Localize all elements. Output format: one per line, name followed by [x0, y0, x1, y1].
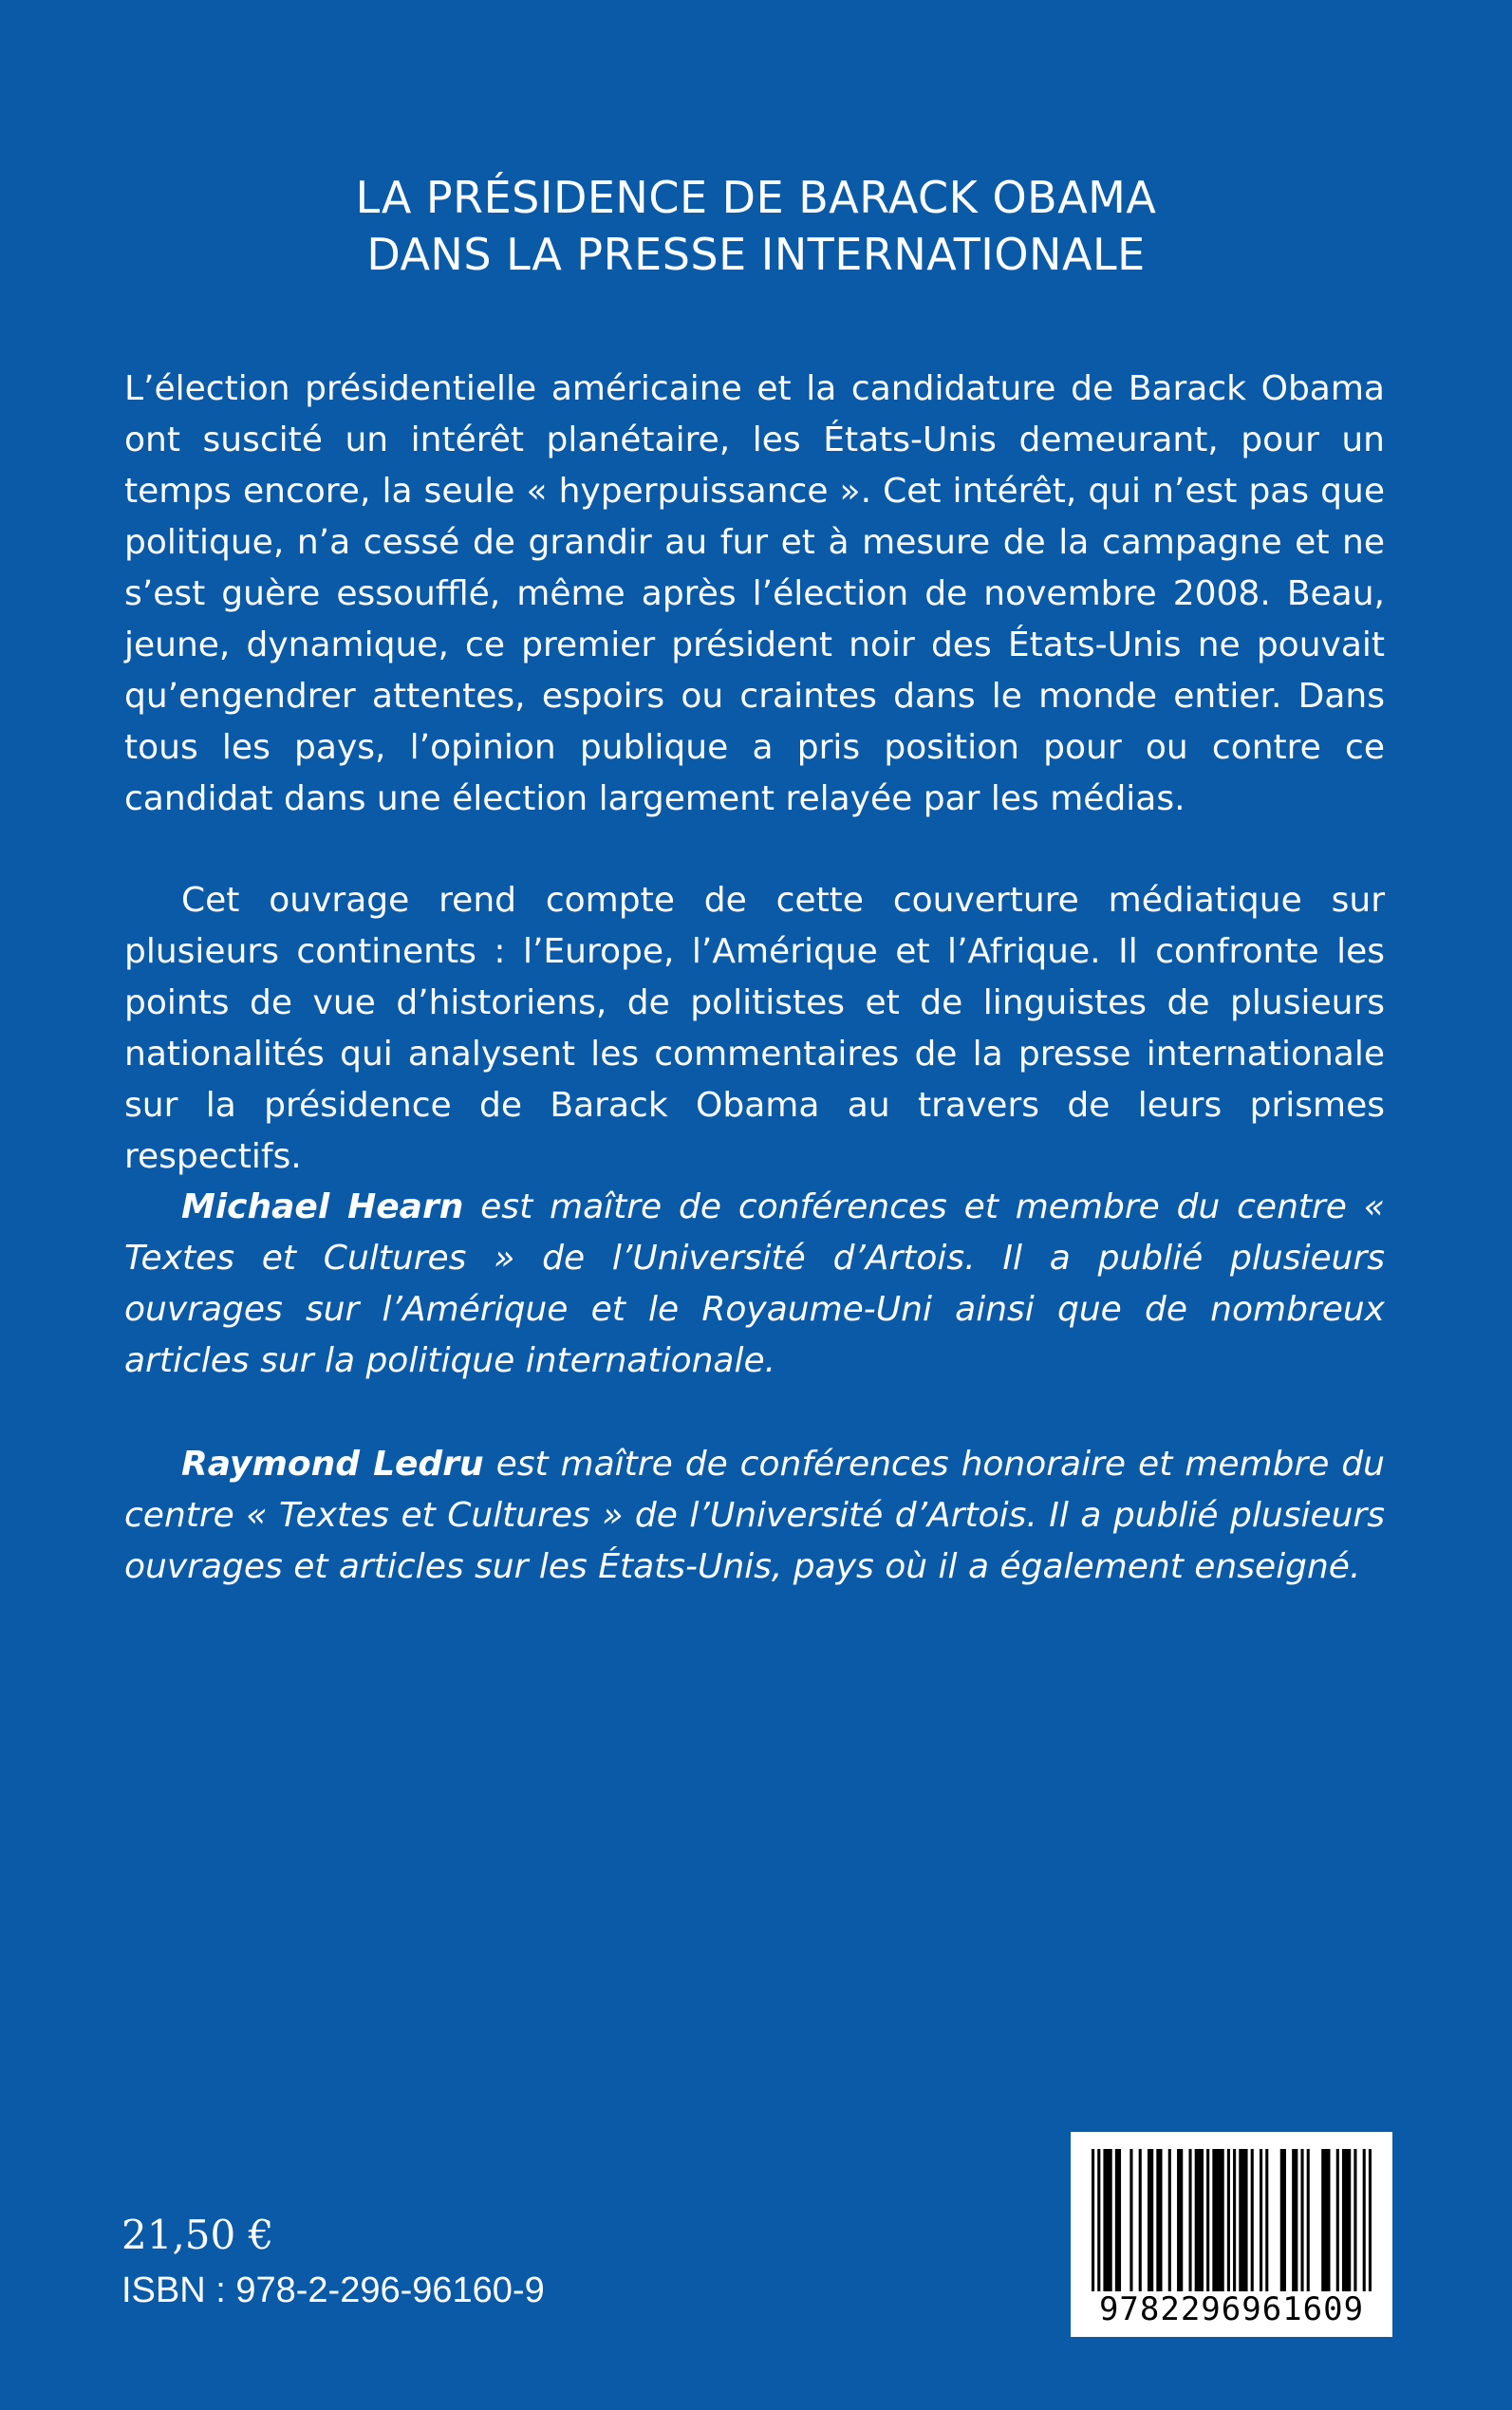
author-bio-1: [124, 1182, 1385, 1387]
barcode-bar: [1227, 2149, 1230, 2291]
author-bio-2: [124, 1439, 1385, 1593]
summary-paragraph-1: L’élection présidentielle américaine et la candidature de Barack Obama ont suscité un intérêt planétaire, les États-Unis demeurant, pour un temps encore, la seule « hyperpuissance ». Cet intérêt, qui n’est pas que politique, n’a cessé de grandir au fur et à mesure de la campagne et ne s’est guère essoufflé, même après l’élection de novembre 2008. Beau, jeune, dynamique, ce premier président noir des États-Unis ne pouvait qu’engendrer attentes, espoirs ou craintes dans le monde entier. Dans tous les pays, l’opinion publique a pris position pour ou contre ce candidat dans une élection largement relayée par les médias.: [124, 369, 1385, 818]
barcode-bar: [1233, 2149, 1236, 2291]
barcode-bar: [1342, 2149, 1351, 2291]
barcode-bar: [1195, 2149, 1204, 2291]
author-bio-text-1: est maître de conférences et membre du centre « Textes et Cultures » de l’Université d’Artois. Il a publié plusieurs ouvrages sur l’Amérique et le Royaume-Uni ainsi que de nombreux articles sur la politique internationale.: [124, 1187, 1385, 1380]
barcode-bar: [1265, 2149, 1268, 2291]
author-name-2: Raymond Ledru: [181, 1445, 484, 1484]
book-title-line-1: LA PRÉSIDENCE DE BARACK OBAMA: [355, 172, 1157, 223]
barcode-bar: [1363, 2149, 1366, 2291]
barcode-bar: [1177, 2149, 1183, 2291]
barcode-bar: [1168, 2149, 1171, 2291]
barcode-bar: [1369, 2149, 1372, 2291]
price: 21,50 €: [121, 2212, 274, 2258]
barcode-bar: [1300, 2149, 1303, 2291]
barcode-bar: [1239, 2149, 1247, 2291]
barcode-bar: [1212, 2149, 1223, 2291]
summary-paragraph-2: Cet ouvrage rend compte de cette couverture médiatique sur plusieurs continents : l’Europe, l’Amérique et l’Afrique. Il confronte les points de vue d’historiens, de politistes et de linguistes de plusieurs nationalités qui analysent les commentaires de la presse internationale sur la présidence de Barack Obama au travers de leurs prismes respectifs.: [124, 881, 1385, 1176]
barcode-digits: 9782296961609: [1098, 2290, 1365, 2328]
barcode-bar: [1097, 2149, 1100, 2291]
barcode-bar: [1336, 2149, 1339, 2291]
barcode-bar: [1129, 2149, 1132, 2291]
barcode-bar: [1251, 2149, 1254, 2291]
barcode-bar: [1103, 2149, 1111, 2291]
book-title: [0, 169, 1512, 283]
barcode-bars-graphic: [1092, 2149, 1372, 2291]
barcode-bar: [1092, 2149, 1094, 2291]
barcode-bar: [1156, 2149, 1162, 2291]
barcode-bar: [1115, 2149, 1121, 2291]
barcode-bar: [1260, 2149, 1262, 2291]
barcode-bar: [1321, 2149, 1330, 2291]
barcode-bar: [1139, 2149, 1142, 2291]
barcode-bar: [1307, 2149, 1310, 2291]
author-bio-text-2: est maître de conférences honoraire et membre du centre « Textes et Cultures » de l’Université d’Artois. Il a publié plusieurs ouvrages et articles sur les États-Unis, pays où il a également enseigné.: [124, 1445, 1385, 1586]
author-name-1: Michael Hearn: [181, 1187, 464, 1226]
barcode-bar: [1206, 2149, 1209, 2291]
barcode: [1071, 2132, 1392, 2337]
barcode-bar: [1292, 2149, 1297, 2291]
isbn: ISBN : 978-2-296-96160-9: [121, 2270, 545, 2310]
barcode-bar: [1188, 2149, 1191, 2291]
book-title-line-2: DANS LA PRESSE INTERNATIONALE: [366, 229, 1146, 280]
barcode-bar: [1353, 2149, 1356, 2291]
barcode-bar: [1148, 2149, 1153, 2291]
barcode-bar: [1280, 2149, 1286, 2291]
